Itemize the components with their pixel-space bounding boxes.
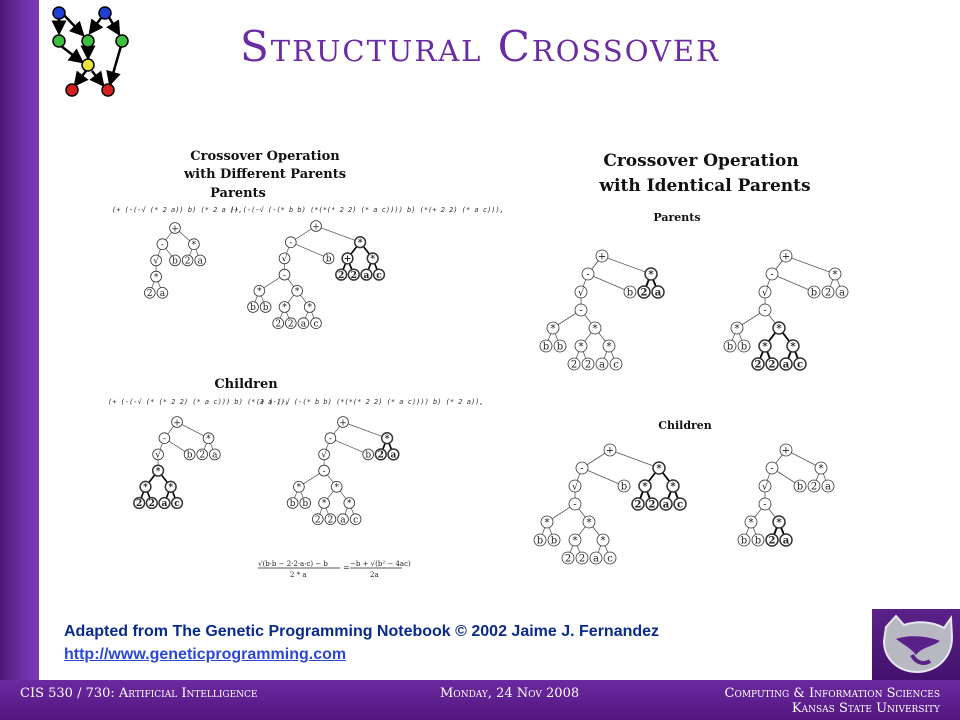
- svg-text:b: b: [289, 499, 296, 510]
- svg-text:*: *: [294, 287, 300, 298]
- footer-department: Computing & Information Sciences Kansas State University: [724, 686, 940, 716]
- kstate-logo: [872, 609, 960, 680]
- svg-text:*: *: [282, 303, 287, 314]
- svg-text:*: *: [296, 483, 302, 494]
- tree-left-child2: [287, 417, 399, 526]
- svg-text:a: a: [159, 289, 166, 300]
- tree-left-child1: [134, 417, 220, 510]
- svg-text:-: -: [322, 466, 326, 477]
- svg-text:b: b: [556, 341, 564, 353]
- svg-text:a: a: [363, 270, 370, 281]
- svg-text:-: -: [160, 240, 164, 251]
- svg-text:2: 2: [275, 319, 282, 330]
- tree-right-child1: [534, 444, 686, 565]
- svg-text:a: a: [599, 359, 605, 371]
- svg-text:2: 2: [148, 499, 155, 510]
- svg-text:-: -: [763, 305, 767, 317]
- svg-text:*: *: [592, 323, 598, 335]
- svg-text:b: b: [172, 256, 178, 267]
- graph-node-green: [53, 35, 65, 47]
- svg-text:a: a: [662, 499, 670, 511]
- svg-text:b: b: [542, 341, 550, 353]
- svg-text:*: *: [818, 463, 824, 475]
- svg-text:a: a: [839, 287, 845, 299]
- svg-text:+: +: [343, 254, 352, 265]
- svg-text:*: *: [370, 254, 376, 265]
- svg-text:2: 2: [754, 359, 762, 371]
- svg-text:b: b: [325, 254, 332, 265]
- svg-text:2: 2: [146, 289, 153, 300]
- footer-date: Monday, 24 Nov 2008: [440, 686, 580, 701]
- svg-text:b: b: [796, 481, 804, 493]
- svg-text:a: a: [300, 319, 307, 330]
- svg-text:c: c: [174, 499, 180, 510]
- svg-text:b: b: [262, 303, 269, 314]
- svg-text:c: c: [353, 515, 359, 526]
- tree-left-parent1: [144, 223, 205, 299]
- svg-text:2: 2: [564, 553, 572, 565]
- right-parents-label: Parents: [653, 211, 701, 224]
- svg-text:2: 2: [584, 359, 592, 371]
- svg-text:*: *: [572, 535, 578, 547]
- graph-node-green: [82, 35, 94, 47]
- svg-text:2: 2: [287, 319, 294, 330]
- svg-text:+: +: [171, 224, 179, 235]
- svg-text:*: *: [334, 483, 339, 494]
- svg-text:b: b: [365, 450, 372, 461]
- svg-text:*: *: [606, 341, 612, 353]
- graph-node-red: [66, 84, 78, 96]
- svg-text:2: 2: [824, 287, 832, 299]
- svg-text:2: 2: [377, 450, 384, 461]
- svg-text:*: *: [670, 481, 676, 493]
- svg-text:2: 2: [184, 256, 191, 267]
- left-sidebar-bar: [0, 0, 39, 680]
- graph-node-blue: [99, 7, 111, 19]
- svg-text:b: b: [740, 535, 748, 547]
- svg-text:c: c: [607, 553, 613, 565]
- svg-text:a: a: [782, 359, 790, 371]
- svg-text:2: 2: [350, 270, 357, 281]
- svg-text:-: -: [586, 269, 590, 281]
- svg-text:*: *: [748, 517, 754, 529]
- svg-text:*: *: [776, 517, 782, 529]
- svg-text:*: *: [550, 323, 556, 335]
- left-heading-line1: Crossover Operation: [190, 149, 340, 164]
- svg-text:*: *: [790, 341, 796, 353]
- svg-text:*: *: [357, 238, 363, 249]
- svg-text:-: -: [162, 434, 166, 445]
- svg-text:b: b: [186, 450, 193, 461]
- svg-text:-: -: [580, 463, 584, 475]
- svg-text:c: c: [376, 270, 382, 281]
- svg-text:b: b: [726, 341, 734, 353]
- svg-text:2: 2: [634, 499, 642, 511]
- svg-text:2: 2: [338, 270, 345, 281]
- svg-text:a: a: [782, 535, 790, 547]
- svg-text:b: b: [626, 287, 634, 299]
- svg-text:√: √: [281, 254, 288, 265]
- svg-text:√: √: [761, 481, 769, 493]
- svg-text:*: *: [578, 341, 584, 353]
- graph-node-red: [102, 84, 114, 96]
- svg-text:2 * a: 2 * a: [290, 571, 307, 579]
- svg-text:*: *: [544, 517, 550, 529]
- wildcat-icon: [872, 609, 960, 680]
- svg-text:*: *: [307, 303, 312, 314]
- crossover-figure-right: [505, 140, 870, 595]
- svg-text:2: 2: [810, 481, 818, 493]
- svg-text:2: 2: [327, 515, 334, 526]
- svg-text:+: +: [605, 445, 615, 457]
- svg-text:*: *: [347, 499, 352, 510]
- left-parent2-expression: (+ (-(-√ (-(* b b) (*(*(* 2 2) (* a c)))) b) (*(+ 2 2) (* a c))),: [230, 206, 504, 214]
- svg-text:2: 2: [648, 499, 656, 511]
- svg-text:+: +: [597, 251, 607, 263]
- svg-text:2: 2: [199, 450, 206, 461]
- left-children-label: Children: [214, 377, 278, 392]
- svg-text:a: a: [654, 287, 662, 299]
- svg-text:a: a: [161, 499, 168, 510]
- svg-text:-: -: [573, 499, 577, 511]
- svg-text:2: 2: [578, 553, 586, 565]
- left-parents-label: Parents: [210, 186, 266, 201]
- svg-text:a: a: [197, 256, 203, 267]
- right-children-label: Children: [658, 419, 712, 432]
- svg-text:b: b: [810, 287, 818, 299]
- svg-text:a: a: [593, 553, 599, 565]
- left-heading-line2: with Different Parents: [183, 167, 347, 182]
- svg-text:√: √: [571, 481, 579, 493]
- svg-text:b: b: [536, 535, 544, 547]
- svg-text:*: *: [153, 272, 159, 283]
- svg-text:*: *: [762, 341, 768, 353]
- svg-text:c: c: [613, 359, 619, 371]
- right-heading-line1: Crossover Operation: [603, 151, 799, 171]
- svg-text:+: +: [781, 251, 791, 263]
- svg-text:*: *: [191, 240, 197, 251]
- graph-node-blue: [53, 7, 65, 19]
- svg-text:2a: 2a: [370, 571, 379, 579]
- tree-right-parent2: [724, 250, 848, 371]
- graph-node-yellow: [82, 59, 94, 71]
- svg-text:√: √: [153, 256, 159, 267]
- network-graph-logo: [40, 0, 140, 100]
- svg-text:+: +: [312, 222, 320, 233]
- svg-text:a: a: [825, 481, 831, 493]
- left-child2-expression: (+ (-(-√ (-(* b b) (*(*(* 2 2) (* a c)))) b) (* 2 a)),: [256, 398, 484, 406]
- svg-text:b: b: [550, 535, 558, 547]
- crossover-figure-left: [100, 140, 504, 580]
- svg-text:*: *: [257, 287, 262, 298]
- svg-text:c: c: [676, 499, 684, 511]
- svg-text:*: *: [648, 269, 654, 281]
- tree-left-parent2: [248, 221, 385, 330]
- svg-text:*: *: [143, 483, 148, 494]
- right-heading-line2: with Identical Parents: [599, 176, 811, 196]
- source-credit: Adapted from The Genetic Programming Notebook © 2002 Jaime J. Fernandez: [64, 623, 660, 640]
- quadratic-formula-note: [258, 560, 411, 579]
- graph-node-green: [116, 35, 128, 47]
- svg-text:a: a: [340, 515, 346, 526]
- svg-text:*: *: [600, 535, 606, 547]
- svg-text:a: a: [390, 450, 397, 461]
- svg-text:*: *: [321, 499, 327, 510]
- svg-text:b: b: [740, 341, 748, 353]
- svg-text:*: *: [586, 517, 592, 529]
- svg-text:-: -: [282, 270, 287, 281]
- svg-text:2: 2: [768, 535, 776, 547]
- svg-text:=: =: [343, 563, 350, 572]
- footer-course: CIS 530 / 730: Artificial Intelligence: [20, 686, 258, 701]
- svg-text:2: 2: [136, 499, 143, 510]
- slide-title: Structural Crossover: [240, 22, 720, 71]
- svg-text:2: 2: [768, 359, 776, 371]
- svg-text:2: 2: [640, 287, 648, 299]
- svg-text:*: *: [384, 434, 390, 445]
- svg-text:-: -: [770, 269, 774, 281]
- svg-text:*: *: [832, 269, 838, 281]
- svg-text:-: -: [763, 499, 767, 511]
- svg-text:b: b: [250, 303, 256, 314]
- svg-text:a: a: [212, 450, 218, 461]
- left-child1-expression: (+ (-(-√ (* (* 2 2) (* a c))) b) (* 2 a )),: [108, 398, 290, 406]
- svg-text:b: b: [302, 499, 309, 510]
- svg-text:b: b: [754, 535, 762, 547]
- svg-text:*: *: [734, 323, 740, 335]
- svg-text:+: +: [339, 418, 347, 429]
- svg-text:-: -: [770, 463, 774, 475]
- svg-text:*: *: [206, 434, 211, 445]
- svg-text:√: √: [761, 287, 769, 299]
- svg-text:b: b: [620, 481, 628, 493]
- left-parent1-expression: (+ (-(-√ (* 2 a)) b) (* 2 a )),: [112, 206, 243, 214]
- svg-text:c: c: [796, 359, 804, 371]
- svg-text:-: -: [328, 434, 332, 445]
- svg-text:*: *: [656, 463, 662, 475]
- svg-text:+: +: [781, 445, 791, 457]
- svg-text:-: -: [579, 305, 583, 317]
- source-link[interactable]: http://www.geneticprogramming.com: [64, 646, 347, 663]
- svg-text:*: *: [776, 323, 782, 335]
- svg-text:−b + √(b² − 4ac): −b + √(b² − 4ac): [350, 560, 411, 568]
- tree-right-child2: [738, 444, 834, 547]
- svg-text:*: *: [155, 466, 161, 477]
- svg-text:√: √: [577, 287, 585, 299]
- svg-text:√(b·b − 2·2·a·c) − b: √(b·b − 2·2·a·c) − b: [258, 560, 328, 568]
- svg-text:c: c: [313, 319, 319, 330]
- svg-text:√: √: [155, 450, 161, 461]
- svg-text:+: +: [173, 418, 181, 429]
- svg-text:*: *: [168, 483, 174, 494]
- svg-text:2: 2: [314, 515, 321, 526]
- svg-text:√: √: [321, 450, 327, 461]
- svg-text:*: *: [642, 481, 648, 493]
- tree-right-parent1: [540, 250, 664, 371]
- svg-text:2: 2: [570, 359, 578, 371]
- svg-text:-: -: [289, 238, 293, 249]
